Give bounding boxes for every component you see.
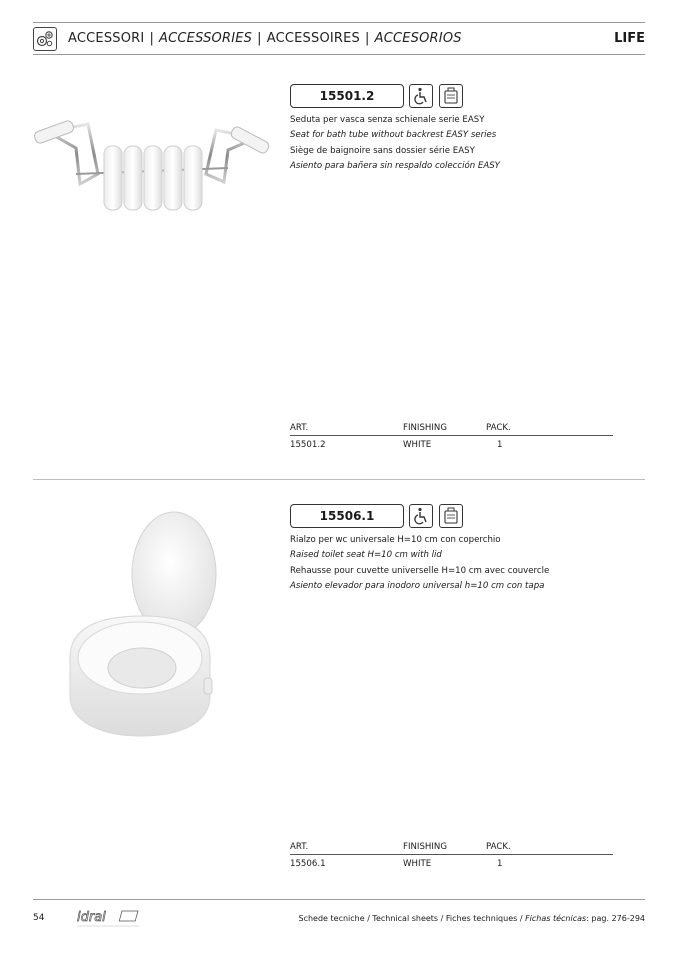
reference-pages: : pag. 276-294 xyxy=(586,914,645,923)
idral-logo xyxy=(75,907,145,929)
technical-sheets-reference xyxy=(299,914,646,923)
description-en: Seat for bath tube without backrest EASY series xyxy=(290,130,497,141)
product-description xyxy=(290,533,549,594)
table-cell-art: 15506.1 xyxy=(290,859,326,869)
table-header-finishing: FINISHING xyxy=(403,842,447,852)
description-it: Seduta per vasca senza schienale serie EASY xyxy=(290,115,485,125)
wheelchair-accessible-icon xyxy=(409,84,433,108)
table-cell-finishing: WHITE xyxy=(403,859,432,869)
title-separator: | xyxy=(257,31,262,46)
table-header-art: ART. xyxy=(290,842,309,852)
description-es: Asiento para bañera sin respaldo colección EASY xyxy=(290,160,500,171)
page-number: 54 xyxy=(33,913,45,923)
table-header-pack: PACK. xyxy=(486,842,511,852)
product-code-box: 15501.2 xyxy=(290,84,404,108)
section-divider xyxy=(33,479,645,480)
product-image-toilet-seat xyxy=(62,508,222,742)
table-cell-finishing: WHITE xyxy=(403,440,432,450)
table-header-pack: PACK. xyxy=(486,423,511,433)
table-header-rule xyxy=(290,854,613,855)
category-it: ACCESSORI xyxy=(68,31,145,46)
title-separator: | xyxy=(365,31,370,46)
description-fr: Siège de baignoire sans dossier série EASY xyxy=(290,145,475,156)
gears-icon xyxy=(33,27,57,51)
wheelchair-accessible-icon xyxy=(409,504,433,528)
footer-rule xyxy=(33,899,645,900)
table-header-finishing: FINISHING xyxy=(403,423,447,433)
table-cell-pack: 1 xyxy=(497,440,503,450)
header-top-rule xyxy=(33,22,645,23)
header-bottom-rule xyxy=(33,54,645,55)
table-header-rule xyxy=(290,435,613,436)
svg-text:idral: idral xyxy=(77,910,106,925)
table-cell-pack: 1 xyxy=(497,859,503,869)
category-en: ACCESSORIES xyxy=(159,31,253,46)
product-image-bath-seat xyxy=(28,112,276,216)
weight-capacity-icon xyxy=(439,84,463,108)
title-separator: | xyxy=(149,31,155,46)
table-header-art: ART. xyxy=(290,423,309,433)
category-title xyxy=(68,31,462,46)
collection-name: LIFE xyxy=(614,31,645,46)
weight-capacity-icon xyxy=(439,504,463,528)
description-en: Raised toilet seat H=10 cm with lid xyxy=(290,550,442,561)
description-fr: Rehausse pour cuvette universelle H=10 cm avec couvercle xyxy=(290,565,550,576)
table-cell-art: 15501.2 xyxy=(290,440,326,450)
reference-text: Schede tecniche / Technical sheets / Fiches techniques / xyxy=(298,914,526,923)
product-description xyxy=(290,113,500,174)
description-es: Asiento elevador para inodoro universal h=10 cm con tapa xyxy=(290,580,545,591)
reference-text-es: Fichas técnicas xyxy=(525,914,587,923)
category-es: ACCESORIOS xyxy=(374,31,462,46)
category-fr: ACCESSOIRES xyxy=(266,31,361,46)
description-it: Rialzo per wc universale H=10 cm con coperchio xyxy=(290,535,501,545)
product-code-box: 15506.1 xyxy=(290,504,404,528)
